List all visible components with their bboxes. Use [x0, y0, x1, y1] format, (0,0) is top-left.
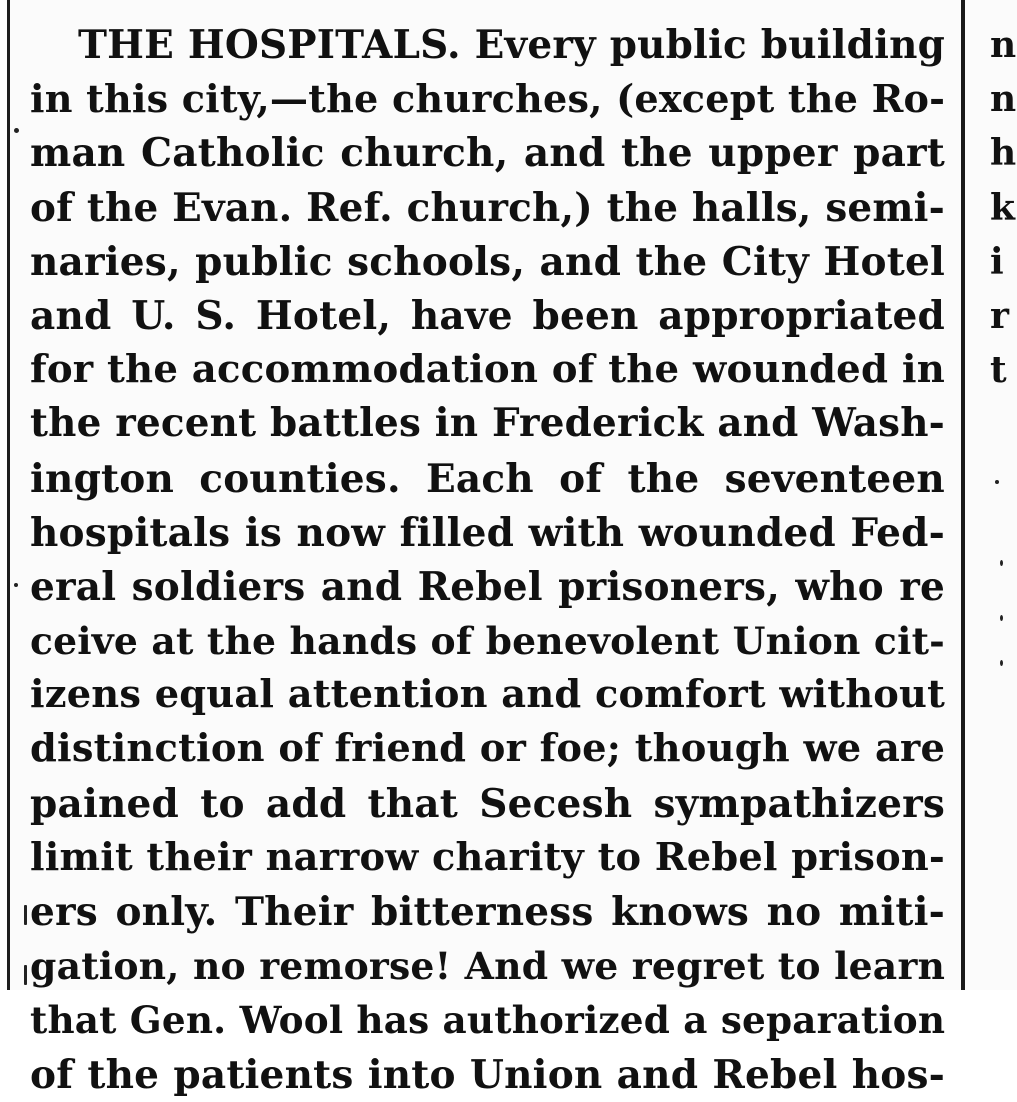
article-column — [30, 18, 945, 1102]
print-speck — [1000, 660, 1003, 666]
print-speck — [24, 905, 27, 925]
neighbor-line: n — [990, 24, 1017, 66]
article-line: of the patients into Union and Rebel hos- — [30, 1051, 946, 1098]
article-line: eral soldiers and Rebel prisoners, who re — [30, 563, 946, 610]
article-line: of the Evan. Ref. church,) the halls, semi- — [30, 184, 945, 231]
article-line: naries, public schools, and the City Hotel — [30, 238, 945, 285]
article-line: for the accommodation of the wounded in — [30, 347, 945, 393]
article-line: hospitals is now filled with wounded Fed- — [30, 509, 945, 556]
article-line: THE HOSPITALS. Every public building — [78, 22, 945, 68]
article-line: ceive at the hands of benevolent Union cit- — [30, 619, 945, 664]
article-line: and U. S. Hotel, have been appropriated — [30, 292, 946, 339]
column-rule-left — [7, 0, 10, 990]
print-speck — [1000, 615, 1003, 621]
article-line: man Catholic church, and the upper part — [30, 130, 946, 177]
neighbor-line: k — [990, 186, 1015, 229]
print-speck — [995, 480, 999, 484]
print-speck — [24, 965, 27, 985]
article-line: distinction of friend or foe; though we are — [30, 726, 946, 772]
article-line: that Gen. Wool has authorized a separation — [30, 998, 946, 1043]
neighbor-line: h — [990, 132, 1017, 175]
article-line: ers only. Their bitterness knows no miti- — [30, 889, 945, 935]
article-line: limit their narrow charity to Rebel prison- — [30, 834, 945, 880]
print-speck — [14, 583, 18, 587]
article-line: pained to add that Secesh sympathizers — [30, 780, 945, 827]
neighbor-line: t — [990, 349, 1007, 392]
neighbor-line: r — [990, 294, 1009, 337]
neighbor-line: i — [990, 240, 1004, 283]
article-line: ington counties. Each of the seventeen — [30, 455, 945, 502]
article-line: izens equal attention and comfort without — [30, 672, 945, 718]
article-line: in this city,—the churches, (except the Ro- — [30, 76, 946, 122]
neighbor-line: n — [990, 78, 1017, 121]
column-rule-right — [961, 0, 965, 990]
print-speck — [1000, 560, 1003, 566]
article-line: gation, no remorse! And we regret to learn — [30, 944, 946, 989]
print-speck — [14, 128, 19, 133]
neighbor-column-fragment — [990, 18, 1017, 397]
article-line: the recent battles in Frederick and Wash- — [30, 401, 945, 447]
